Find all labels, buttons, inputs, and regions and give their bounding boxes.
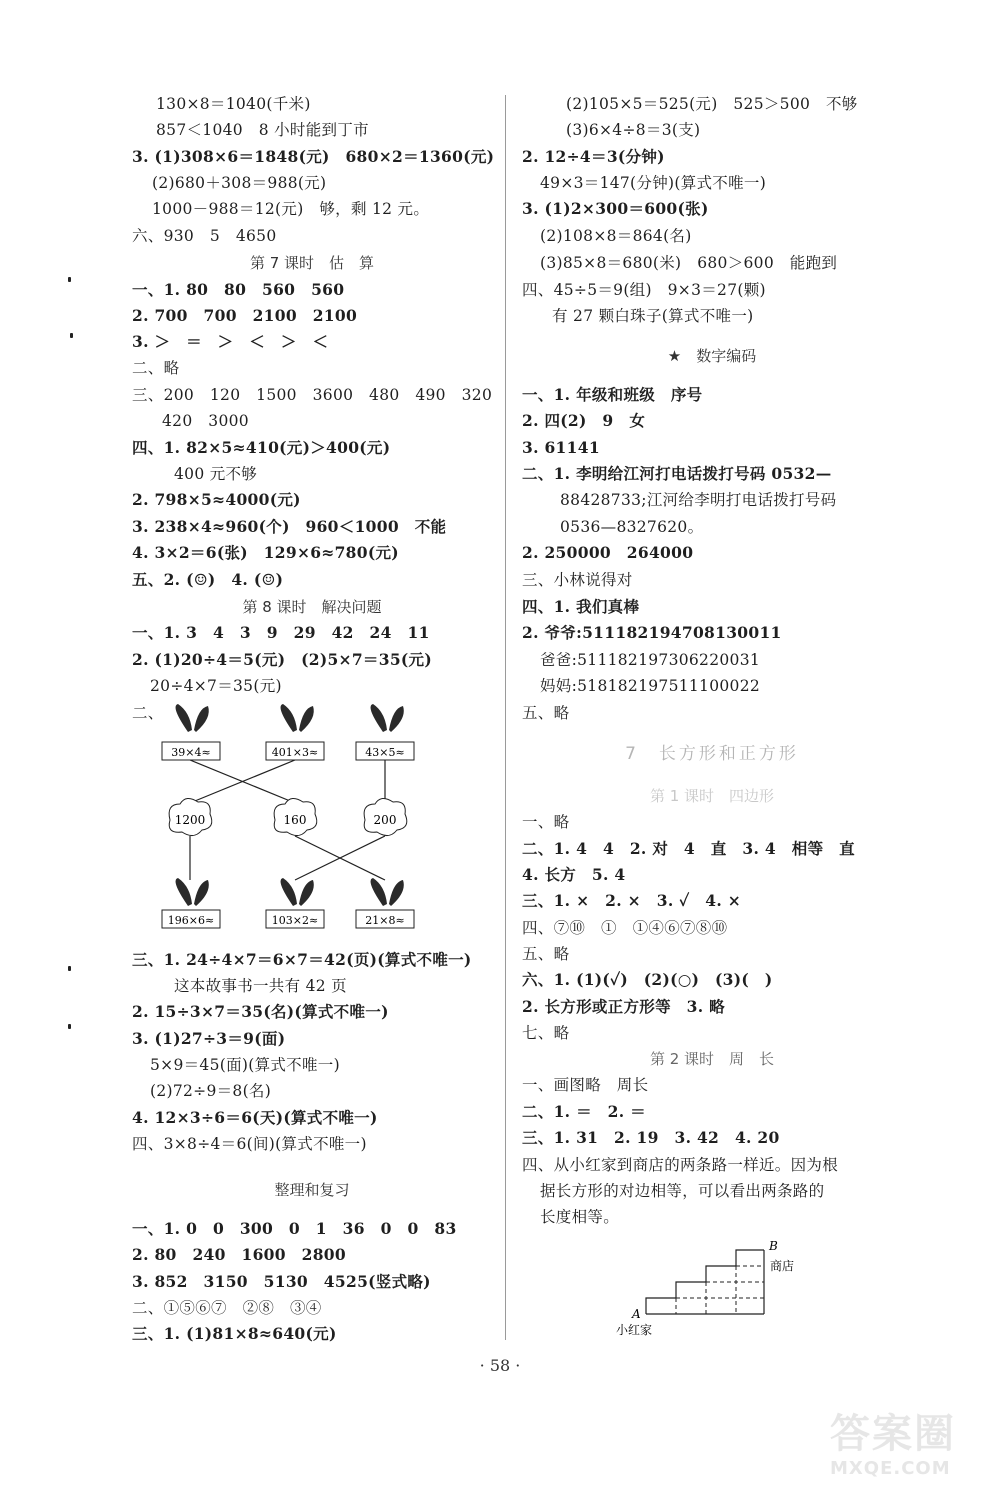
answer-line: 130×8＝1040(千米) [156, 95, 311, 113]
answer-line: 妈妈:518182197511100022 [540, 677, 761, 695]
answer-line: 857＜1040 8 小时能到丁市 [156, 121, 369, 139]
answer-line: 四、3×8÷4＝6(间)(算式不唯一) [132, 1135, 367, 1153]
answer-line: 2. 15÷3×7＝35(名)(算式不唯一) [132, 1002, 389, 1021]
watermark-logo [830, 1410, 1000, 1491]
cloud-value: 1200 [174, 813, 206, 827]
section-heading: 第 8 课时 解决问题 [242, 598, 382, 616]
answer-line: 一、1. 年级和班级 序号 [522, 385, 703, 404]
answer-line: 3. (1)308×6＝1848(元) 680×2＝1360(元) [132, 147, 495, 166]
answer-line: 二、1. 4 4 2. 对 4 直 3. 4 相等 直 [522, 839, 855, 858]
section-heading: 整理和复习 [274, 1181, 350, 1199]
answer-line: 六、1. (1)(✓) (2)(○) (3)( ) [522, 970, 773, 989]
answer-line: 1000－988＝12(元) 够，剩 12 元。 [152, 200, 430, 218]
section-heading: ★ 数字编码 [667, 347, 757, 365]
answer-line: 长度相等。 [540, 1208, 620, 1226]
answer-line: (2)72÷9＝8(名) [150, 1082, 272, 1100]
answer-line: 这本故事书一共有 42 页 [174, 977, 347, 995]
answer-line: 49×3＝147(分钟)(算式不唯一) [540, 174, 767, 192]
point-a-label: A [632, 1307, 641, 1321]
answer-line: 四、1. 我们真棒 [522, 597, 640, 616]
answer-line: 据长方形的对边相等，可以看出两条路的 [540, 1182, 825, 1200]
section-heading: 第 7 课时 估 算 [249, 254, 375, 272]
answer-line: 二、①⑤⑥⑦ ②⑧ ③④ [132, 1299, 322, 1317]
answer-line: 三、1. × 2. × 3. ✓ 4. × [522, 891, 742, 910]
answer-line: 一、1. 80 80 560 560 [132, 280, 345, 299]
answer-line: 2. 798×5≈4000(元) [132, 490, 301, 509]
path-diagram [612, 1238, 812, 1338]
shop-label: 商店 [770, 1259, 795, 1273]
dashed-grid [676, 1266, 764, 1314]
answer-line: 一、略 [522, 813, 570, 831]
answer-line: 3. (1)27÷3＝9(面) [132, 1029, 286, 1048]
answer-line: 0536—8327620。 [560, 518, 704, 536]
expression-label: 196×6≈ [167, 914, 215, 927]
page-number: · 58 · [479, 1356, 521, 1375]
answer-line: (2)680＋308＝988(元) [152, 174, 327, 192]
answer-line: 二、1. ＝ 2. ＝ [522, 1102, 646, 1121]
answer-line: 3. 852 3150 5130 4525(竖式略) [132, 1272, 431, 1291]
answer-line: (3)6×4÷8＝3(支) [566, 121, 701, 139]
answer-line: (2)108×8＝864(名) [540, 227, 692, 245]
expression-label: 21×8≈ [365, 914, 405, 927]
answer-line: 五、2. (☺) 4. (☺) [132, 570, 284, 589]
point-b-label: B [769, 1239, 778, 1253]
answer-line: 五、略 [522, 945, 570, 963]
butterfly-icon [176, 878, 209, 906]
section-heading: 第 2 课时 周 长 [649, 1050, 775, 1068]
answer-line: 2. 四(2) 9 女 [522, 411, 646, 430]
answer-line: 20÷4×7＝35(元) [150, 677, 282, 695]
expression-label: 401×3≈ [271, 746, 319, 759]
cloud-value: 200 [373, 813, 397, 827]
answer-line: 三、小林说得对 [522, 571, 633, 589]
answer-line: 七、略 [522, 1024, 570, 1042]
expression-label: 103×2≈ [271, 914, 319, 927]
answer-line: 2. (1)20÷4＝5(元) (2)5×7＝35(元) [132, 650, 432, 669]
answer-line: 88428733;江河给李明打电话拨打号码 [560, 491, 837, 509]
scan-mark [68, 277, 71, 282]
staircase-path [646, 1250, 764, 1314]
butterfly-icon [371, 704, 404, 732]
answer-line: 2. 长方形或正方形等 3. 略 [522, 997, 725, 1016]
answer-line: 四、1. 82×5≈410(元)＞400(元) [132, 438, 391, 457]
answer-line: 3. 61141 [522, 438, 600, 457]
answer-line: 420 3000 [162, 412, 249, 430]
answer-line: 5×9＝45(面)(算式不唯一) [150, 1056, 340, 1074]
answer-line: 六、930 5 4650 [132, 227, 277, 245]
answer-line: 二、 [132, 704, 164, 722]
answer-line: (3)85×8＝680(米) 680＞600 能跑到 [540, 254, 838, 272]
answer-line: 3. ＞ ＝ ＞ ＜ ＞ ＜ [132, 332, 329, 351]
answer-line: 4. 12×3÷6＝6(天)(算式不唯一) [132, 1108, 378, 1127]
scan-mark [68, 1024, 71, 1029]
expression-label: 43×5≈ [365, 746, 405, 759]
column-divider [505, 95, 506, 1340]
answer-line: 三、1. 24÷4×7＝6×7＝42(页)(算式不唯一) [132, 950, 472, 969]
butterfly-icon [371, 878, 404, 906]
answer-line: 有 27 颗白珠子(算式不唯一) [552, 307, 754, 325]
answer-line: 4. 长方 5. 4 [522, 865, 626, 884]
answer-line: 四、从小红家到商店的两条路一样近。因为根 [522, 1156, 839, 1174]
answer-line: 2. 80 240 1600 2800 [132, 1245, 346, 1264]
answer-line: 4. 3×2＝6(张) 129×6≈780(元) [132, 543, 399, 562]
butterfly-icon [281, 704, 314, 732]
unit-heading: 7 长方形和正方形 [625, 744, 799, 764]
answer-line: 一、1. 0 0 300 0 1 36 0 0 83 [132, 1219, 457, 1238]
watermark-title: 答案圈 [830, 1411, 956, 1457]
butterfly-matching-diagram [150, 700, 430, 940]
answer-line: 三、200 120 1500 3600 480 490 320 [132, 386, 493, 404]
answer-line: 2. 爷爷:511182194708130011 [522, 623, 782, 642]
answer-line: 三、1. 31 2. 19 3. 42 4. 20 [522, 1128, 780, 1147]
home-label: 小红家 [616, 1323, 653, 1337]
answer-line: 一、1. 3 4 3 9 29 42 24 11 [132, 623, 430, 642]
scan-mark [70, 333, 73, 338]
answer-line: 五、略 [522, 704, 570, 722]
answer-line: 2. 250000 264000 [522, 543, 694, 562]
answer-line: 3. (1)2×300＝600(张) [522, 199, 709, 218]
answer-line: 3. 238×4≈960(个) 960＜1000 不能 [132, 517, 447, 536]
answer-line: (2)105×5＝525(元) 525＞500 不够 [566, 95, 858, 113]
watermark-url: MXQE.COM [830, 1458, 951, 1479]
answer-line: 三、1. (1)81×8≈640(元) [132, 1324, 337, 1343]
expression-label: 39×4≈ [171, 746, 211, 759]
answer-line: 一、画图略 周长 [522, 1076, 649, 1094]
answer-line: 爸爸:511182197306220031 [540, 651, 761, 669]
butterfly-icon [176, 704, 209, 732]
scan-mark [68, 966, 71, 971]
cloud-value: 160 [283, 813, 307, 827]
answer-line: 四、⑦⑩ ① ①④⑥⑦⑧⑩ [522, 919, 728, 937]
answer-line: 二、略 [132, 359, 180, 377]
butterfly-icon [281, 878, 314, 906]
answer-line: 400 元不够 [174, 465, 258, 483]
answer-line: 2. 700 700 2100 2100 [132, 306, 358, 325]
answer-line: 2. 12÷4＝3(分钟) [522, 147, 665, 166]
section-heading: 第 1 课时 四边形 [649, 787, 775, 805]
answer-line: 四、45÷5＝9(组) 9×3＝27(颗) [522, 281, 766, 299]
answer-line: 二、1. 李明给江河打电话拨打号码 0532— [522, 464, 832, 483]
